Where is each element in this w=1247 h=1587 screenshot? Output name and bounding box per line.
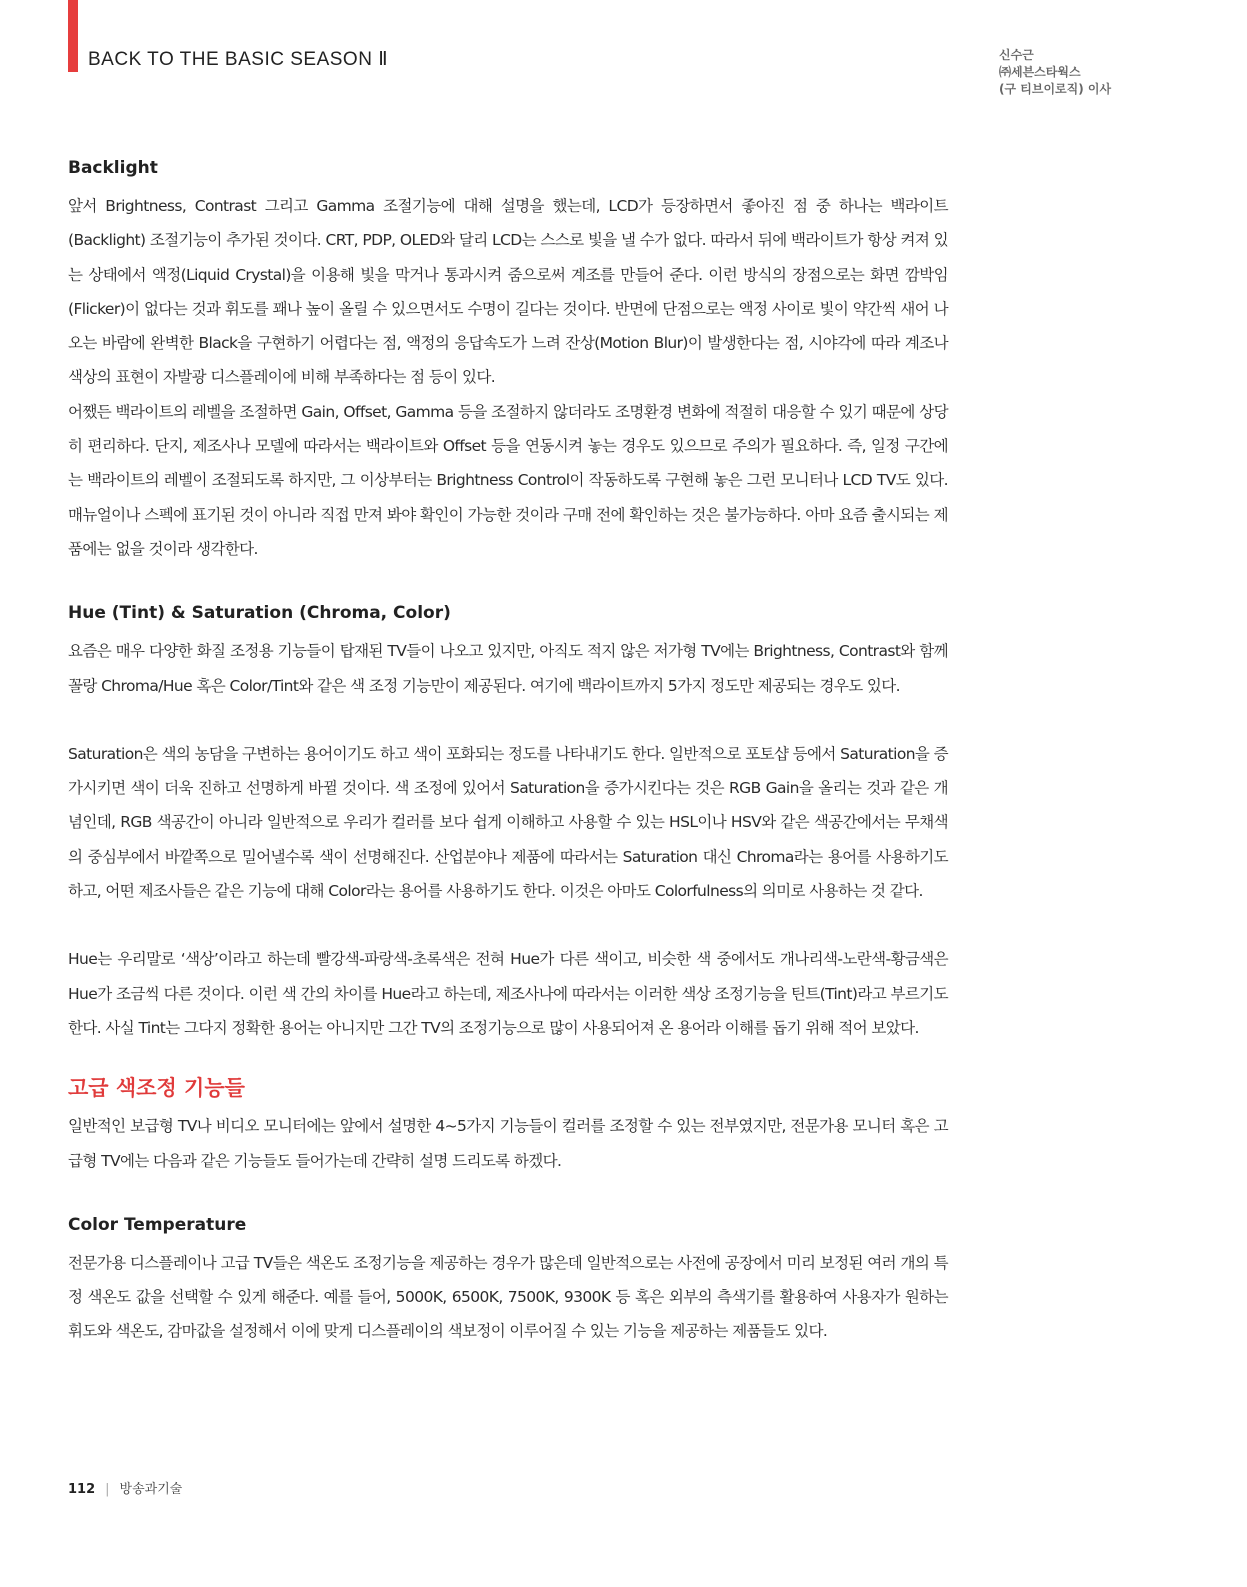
- author-info: [999, 47, 1111, 98]
- header-accent-bar: [68, 0, 78, 72]
- author-company: ㈜세븐스타웍스: [999, 65, 1081, 79]
- footer-separator: |: [105, 1482, 110, 1497]
- publication-name: 방송과기술: [119, 1482, 183, 1497]
- paragraph: 전문가용 디스플레이나 고급 TV들은 색온도 조정기능을 제공하는 경우가 많은데 일반적으로는 사전에 공장에서 미리 보정된 여러 개의 특정 색온도 값을 선택할 수 있게 해준다. 예를 들어, 5000K, 6500K, 7500K, 9300K 등 혹은 외부의 측색기를 활용하여 사용자가 원하는 휘도와 색온도, 감마값을 설정해서 이에 맞게 디스플레이의 색보정이 이루어질 수 있는 기능을 제공하는 제품들도 있다.: [68, 1253, 948, 1341]
- page-number: 112: [68, 1482, 96, 1497]
- section-hue-saturation: [68, 600, 948, 1045]
- paragraph: Hue는 우리말로 ‘색상’이라고 하는데 빨강색-파랑색-초록색은 전혀 Hue가 다른 색이고, 비슷한 색 중에서도 개나리색-노란색-황금색은 Hue가 조금씩 다른 것이다. 이런 색 간의 차이를 Hue라고 하는데, 제조사나에 따라서는 이러한 색상 조정기능을 틴트(Tint)라고 부르기도 한다. 사실 Tint는 그다지 정확한 용어는 아니지만 그간 TV의 조정기능으로 많이 사용되어져 온 용어라 이해를 돕기 위해 적어 보았다.: [68, 950, 948, 1037]
- paragraph: 어쨌든 백라이트의 레벨을 조절하면 Gain, Offset, Gamma 등을 조절하지 않더라도 조명환경 변화에 적절히 대응할 수 있기 때문에 상당히 편리하다. 단지, 제조사나 모델에 따라서는 백라이트와 Offset 등을 연동시켜 놓는 경우도 있으므로 주의가 필요하다. 즉, 일정 구간에는 백라이트의 레벨이 조절되도록 하지만, 그 이상부터는 Brightness Control이 작동하도록 구현해 놓은 그런 모니터나 LCD TV도 있다. 매뉴얼이나 스펙에 표기된 것이 아니라 직접 만져 봐야 확인이 가능한 것이라 구매 전에 확인하는 것은 불가능하다. 아마 요즘 출시되는 제품에는 없을 것이라 생각한다.: [68, 402, 948, 558]
- series-title: BACK TO THE BASIC SEASON Ⅱ: [88, 49, 389, 70]
- major-heading: 고급 색조정 기능들: [68, 1076, 245, 1101]
- section-color-temperature: [68, 1212, 948, 1349]
- section-heading: Color Temperature: [68, 1214, 247, 1235]
- paragraph: 요즘은 매우 다양한 화질 조정용 기능들이 탑재된 TV들이 나오고 있지만, 아직도 적지 않은 저가형 TV에는 Brightness, Contrast와 함께 꼴랑 Chroma/Hue 혹은 Color/Tint와 같은 색 조정 기능만이 제공된다. 여기에 백라이트까지 5가지 정도만 제공되는 경우도 있다.: [68, 642, 948, 695]
- paragraph: 일반적인 보급형 TV나 비디오 모니터에는 앞에서 설명한 4~5가지 기능들이 컬러를 조정할 수 있는 전부였지만, 전문가용 모니터 혹은 고급형 TV에는 다음과 같은 기능들도 들어가는데 간략히 설명 드리도록 하겠다.: [68, 1117, 948, 1170]
- section-heading: Hue (Tint) & Saturation (Chroma, Color): [68, 603, 451, 624]
- page-footer: [68, 1478, 182, 1497]
- section-heading: Backlight: [68, 158, 158, 178]
- author-name: 신수근: [999, 48, 1034, 62]
- section-advanced-color: [68, 1073, 948, 1178]
- article-body: [68, 155, 948, 1349]
- paragraph: Saturation은 색의 농담을 구변하는 용어이기도 하고 색이 포화되는 정도를 나타내기도 한다. 일반적으로 포토샵 등에서 Saturation을 증가시키면 색이 더욱 진하고 선명하게 바뀔 것이다. 색 조정에 있어서 Saturation을 증가시킨다는 것은 RGB Gain을 올리는 것과 같은 개념인데, RGB 색공간이 아니라 일반적으로 우리가 컬러를 보다 쉽게 이해하고 사용할 수 있는 HSL이나 HSV와 같은 색공간에서는 무채색의 중심부에서 바깥쪽으로 밀어낼수록 색이 선명해진다. 산업분야나 제품에 따라서는 Saturation 대신 Chroma라는 용어를 사용하기도 하고, 어떤 제조사들은 같은 기능에 대해 Color라는 용어를 사용하기도 한다. 이것은 아마도 Colorfulness의 의미로 사용하는 것 같다.: [68, 744, 948, 901]
- author-role: (구 티브이로직) 이사: [999, 82, 1112, 96]
- section-backlight: [68, 155, 948, 566]
- paragraph: 앞서 Brightness, Contrast 그리고 Gamma 조절기능에 대해 설명을 했는데, LCD가 등장하면서 좋아진 점 중 하나는 백라이트(Backlight) 조절기능이 추가된 것이다. CRT, PDP, OLED와 달리 LCD는 스스로 빛을 낼 수가 없다. 따라서 뒤에 백라이트가 항상 켜져 있는 상태에서 액정(Liquid Crystal)을 이용해 빛을 막거나 통과시켜 줌으로써 계조를 만들어 준다. 이런 방식의 장점으로는 화면 깜박임(Flicker)이 없다는 것과 휘도를 꽤나 높이 올릴 수 있으면서도 수명이 길다는 것이다. 반면에 단점으로는 액정 사이로 빛이 약간씩 새어 나오는 바람에 완벽한 Black을 구현하기 어렵다는 점, 액정의 응답속도가 느려 잔상(Motion Blur)이 발생한다는 점, 시야각에 따라 계조나 색상의 표현이 자발광 디스플레이에 비해 부족하다는 점 등이 있다.: [68, 197, 948, 387]
